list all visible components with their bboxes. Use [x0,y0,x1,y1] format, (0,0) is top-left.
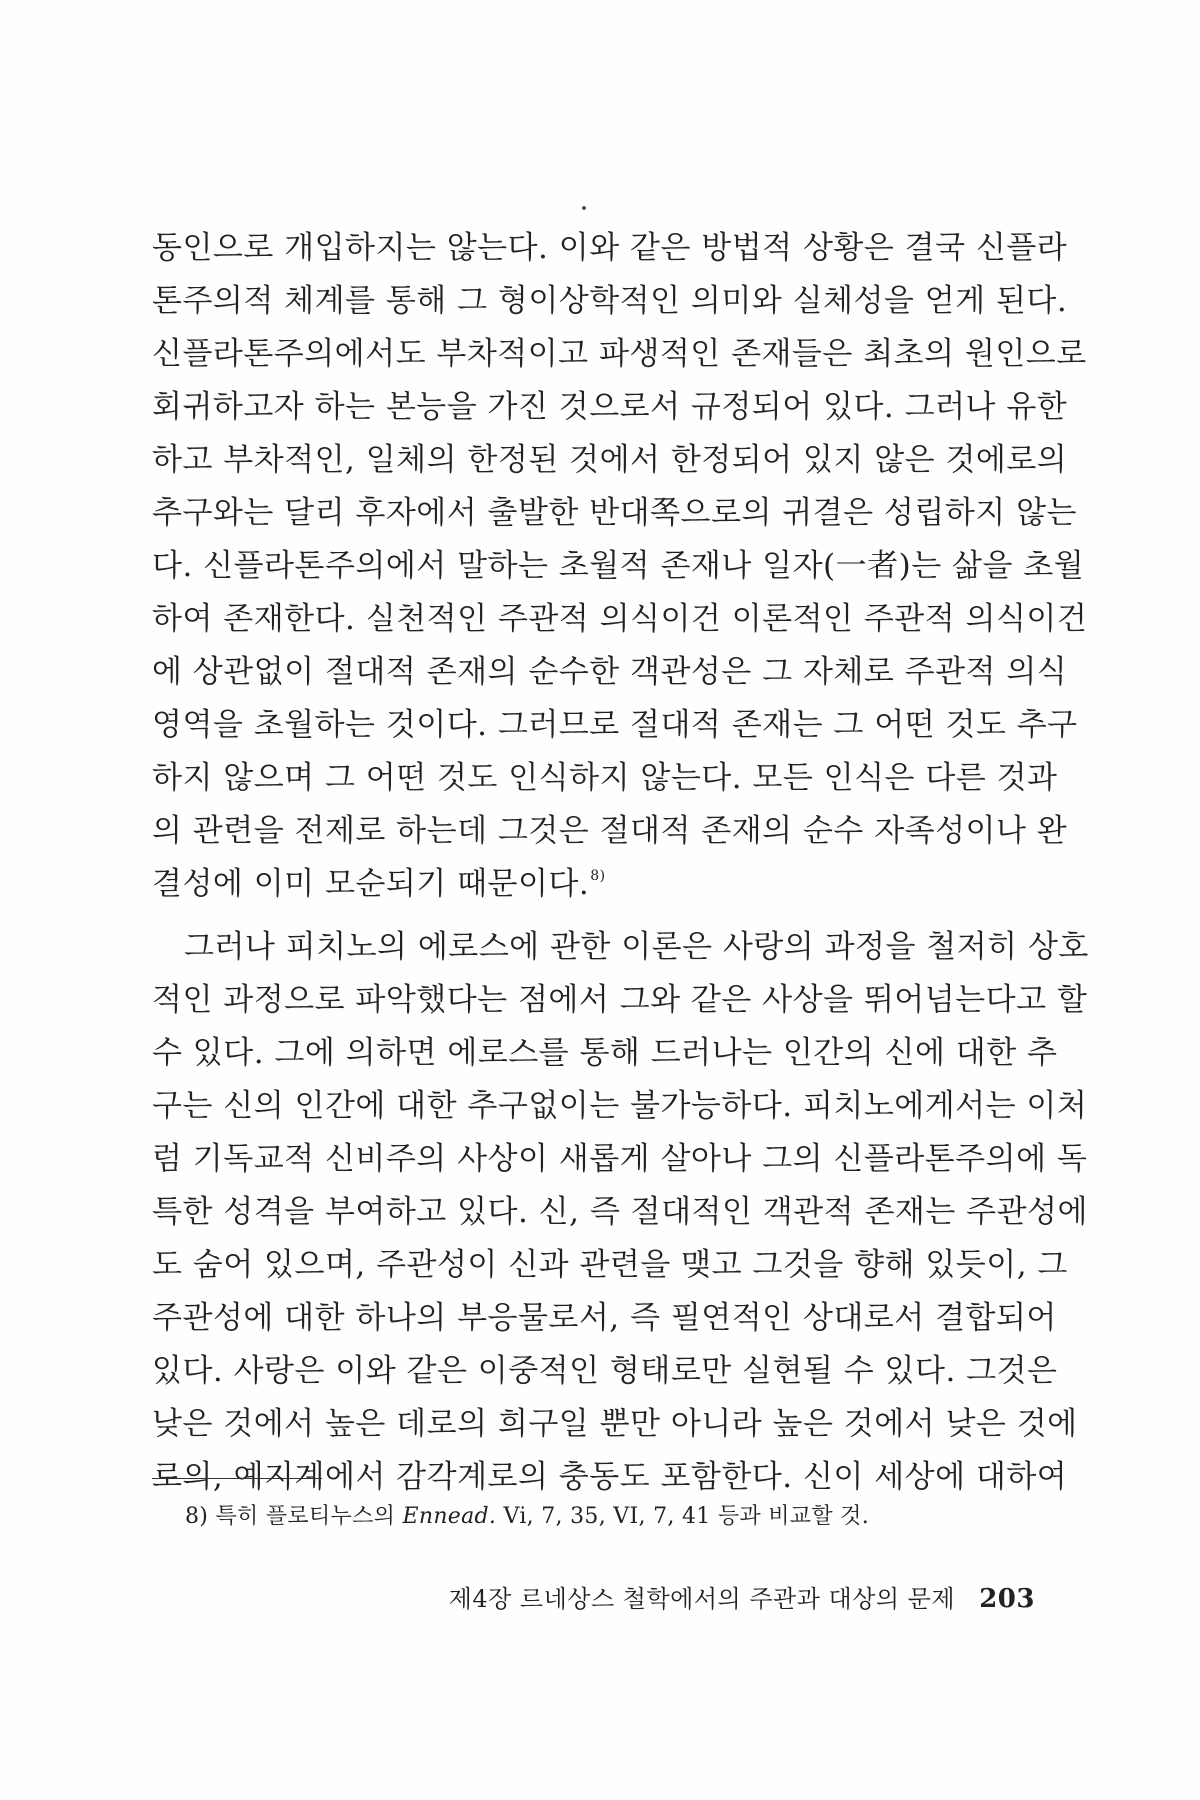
text-line: 럼 기독교적 신비주의 사상이 새롭게 살아나 그의 신플라톤주의에 독 [152,1141,1088,1177]
text-line: 다. 신플라톤주의에서 말하는 초월적 존재나 일자(一者)는 삶을 초월 [152,548,1085,584]
text-line: 도 숨어 있으며, 주관성이 신과 관련을 맺고 그것을 향해 있듯이, 그 [152,1247,1068,1283]
text-line: 에 상관없이 절대적 존재의 순수한 객관성은 그 자체로 주관적 의식 [152,654,1068,690]
running-footer [449,1582,1035,1616]
footnote [185,1502,869,1532]
page-number: 203 [979,1584,1035,1614]
text-line-content: 결성에 이미 모순되기 때문이다. [152,866,590,902]
text-line: 수 있다. 그에 의하면 에로스를 통해 드러나는 인간의 신에 대한 추 [152,1035,1058,1071]
text-line: 하여 존재한다. 실천적인 주관적 의식이건 이론적인 주관적 의식이건 [152,601,1088,637]
text-line: 로의, 예지계에서 감각계로의 충동도 포함한다. 신이 세상에 대하여 [152,1459,1068,1495]
text-line: 주관성에 대한 하나의 부응물로서, 즉 필연적인 상대로서 결합되어 [152,1300,1057,1336]
text-line: 하고 부차적인, 일체의 한정된 것에서 한정되어 있지 않은 것에로의 [152,442,1068,478]
text-line: 동인으로 개입하지는 않는다. 이와 같은 방법적 상황은 결국 신플라 [152,230,1068,266]
footnote-divider [152,1478,322,1479]
footnote-text-before: 특히 플로티누스의 [215,1504,396,1529]
text-line: 낮은 것에서 높은 데로의 희구일 뿐만 아니라 높은 것에서 낮은 것에 [152,1406,1078,1442]
text-line: 추구와는 달리 후자에서 출발한 반대쪽으로의 귀결은 성립하지 않는 [152,495,1077,531]
text-line: 회귀하고자 하는 본능을 가진 것으로서 규정되어 있다. 그러나 유한 [152,389,1068,425]
footnote-number: 8) [185,1504,209,1529]
text-line: 하지 않으며 그 어떤 것도 인식하지 않는다. 모든 인식은 다른 것과 [152,760,1058,796]
main-text [152,222,1089,1504]
text-line: 구는 신의 인간에 대한 추구없이는 불가능하다. 피치노에게서는 이처 [152,1088,1088,1124]
print-speck [582,206,586,210]
text-line: 있다. 사랑은 이와 같은 이중적인 형태로만 실현될 수 있다. 그것은 [152,1353,1058,1389]
text-line: 신플라톤주의에서도 부차적이고 파생적인 존재들은 최초의 원인으로 [152,336,1087,372]
text-line: 그러나 피치노의 에로스에 관한 이론은 사랑의 과정을 철저히 상호 [184,929,1089,965]
footnote-work-title: Ennead. [402,1504,497,1529]
footnote-text-after: Vi, 7, 35, VI, 7, 41 등과 비교할 것. [503,1504,870,1529]
text-line-last [152,858,1032,911]
chapter-title: 르네상스 철학에서의 주관과 대상의 문제 [519,1585,956,1613]
paragraph-2 [152,921,1089,1504]
text-line: 영역을 초월하는 것이다. 그러므로 절대적 존재는 그 어떤 것도 추구 [152,707,1078,743]
paragraph-1 [152,222,1088,911]
text-line: 특한 성격을 부여하고 있다. 신, 즉 절대적인 객관적 존재는 주관성에 [152,1194,1088,1230]
text-line: 의 관련을 전제로 하는데 그것은 절대적 존재의 순수 자족성이나 완 [152,813,1068,849]
text-line: 톤주의적 체계를 통해 그 형이상학적인 의미와 실체성을 얻게 된다. [152,283,1068,319]
text-line: 적인 과정으로 파악했다는 점에서 그와 같은 사상을 뛰어넘는다고 할 [152,982,1088,1018]
chapter-label: 제4장 [448,1585,512,1613]
footnote-reference[interactable]: 8) [590,868,606,884]
